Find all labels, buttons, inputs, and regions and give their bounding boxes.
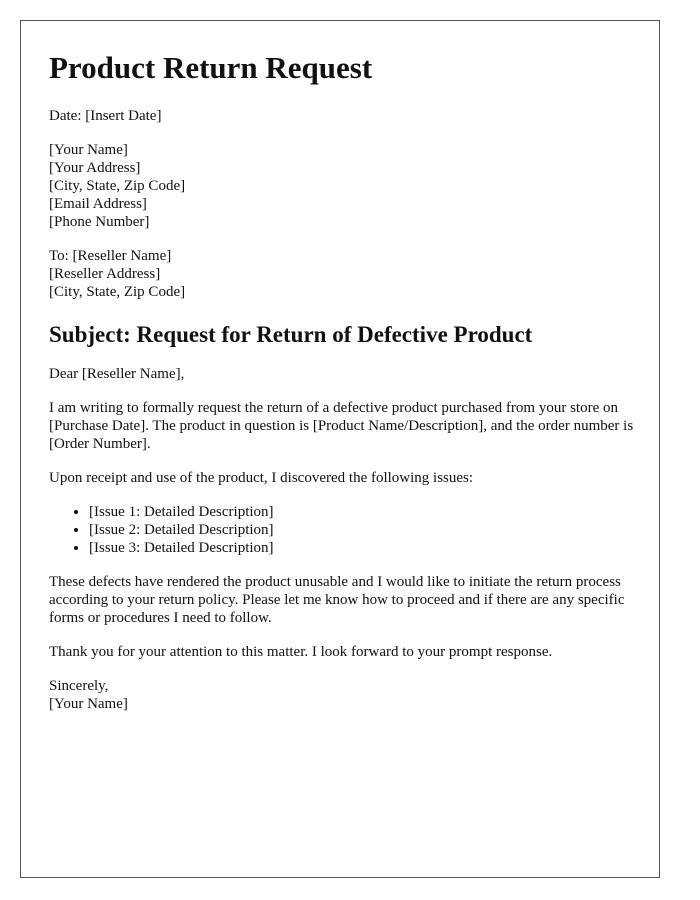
date-line: Date: [Insert Date] xyxy=(49,108,162,124)
letter-content xyxy=(49,49,639,713)
salutation: Dear [Reseller Name], xyxy=(49,366,185,382)
sender-name: [Your Name] xyxy=(49,142,128,158)
recipient-address: [Reseller Address] xyxy=(49,266,161,282)
body-paragraph-issues-intro: Upon receipt and use of the product, I discovered the following issues: xyxy=(49,470,474,486)
recipient-name: To: [Reseller Name] xyxy=(49,248,172,264)
list-item: • [Issue 2: Detailed Description] xyxy=(89,521,639,539)
closing: Sincerely, xyxy=(49,678,109,694)
sender-address: [Your Address] xyxy=(49,160,141,176)
list-item: • [Issue 3: Detailed Description] xyxy=(89,539,639,557)
issues-list xyxy=(49,503,639,557)
signature-name: [Your Name] xyxy=(49,696,128,712)
letter-page xyxy=(20,20,660,878)
recipient-city-state-zip: [City, State, Zip Code] xyxy=(49,284,186,300)
body-paragraph-intro: I am writing to formally request the return of a defective product purchased from your store on [Purchase Date]. The product in question is [Product Name/Description], and the order number is [Order Number]. xyxy=(49,400,634,452)
sender-city-state-zip: [City, State, Zip Code] xyxy=(49,178,186,194)
body-paragraph-thanks: Thank you for your attention to this matter. I look forward to your prompt response. xyxy=(49,644,553,660)
sender-email: [Email Address] xyxy=(49,196,147,212)
page-title: Product Return Request xyxy=(49,50,373,85)
closing-block xyxy=(49,677,639,713)
list-item: • [Issue 1: Detailed Description] xyxy=(89,503,639,521)
sender-phone: [Phone Number] xyxy=(49,214,150,230)
subject-heading: Subject: Request for Return of Defective Product xyxy=(49,322,533,347)
body-paragraph-request: These defects have rendered the product unusable and I would like to initiate the return process according to your return policy. Please let me know how to proceed and if there are any specific forms or procedures I need to follow. xyxy=(49,574,625,626)
sender-address-block xyxy=(49,141,639,231)
recipient-address-block xyxy=(49,247,639,301)
